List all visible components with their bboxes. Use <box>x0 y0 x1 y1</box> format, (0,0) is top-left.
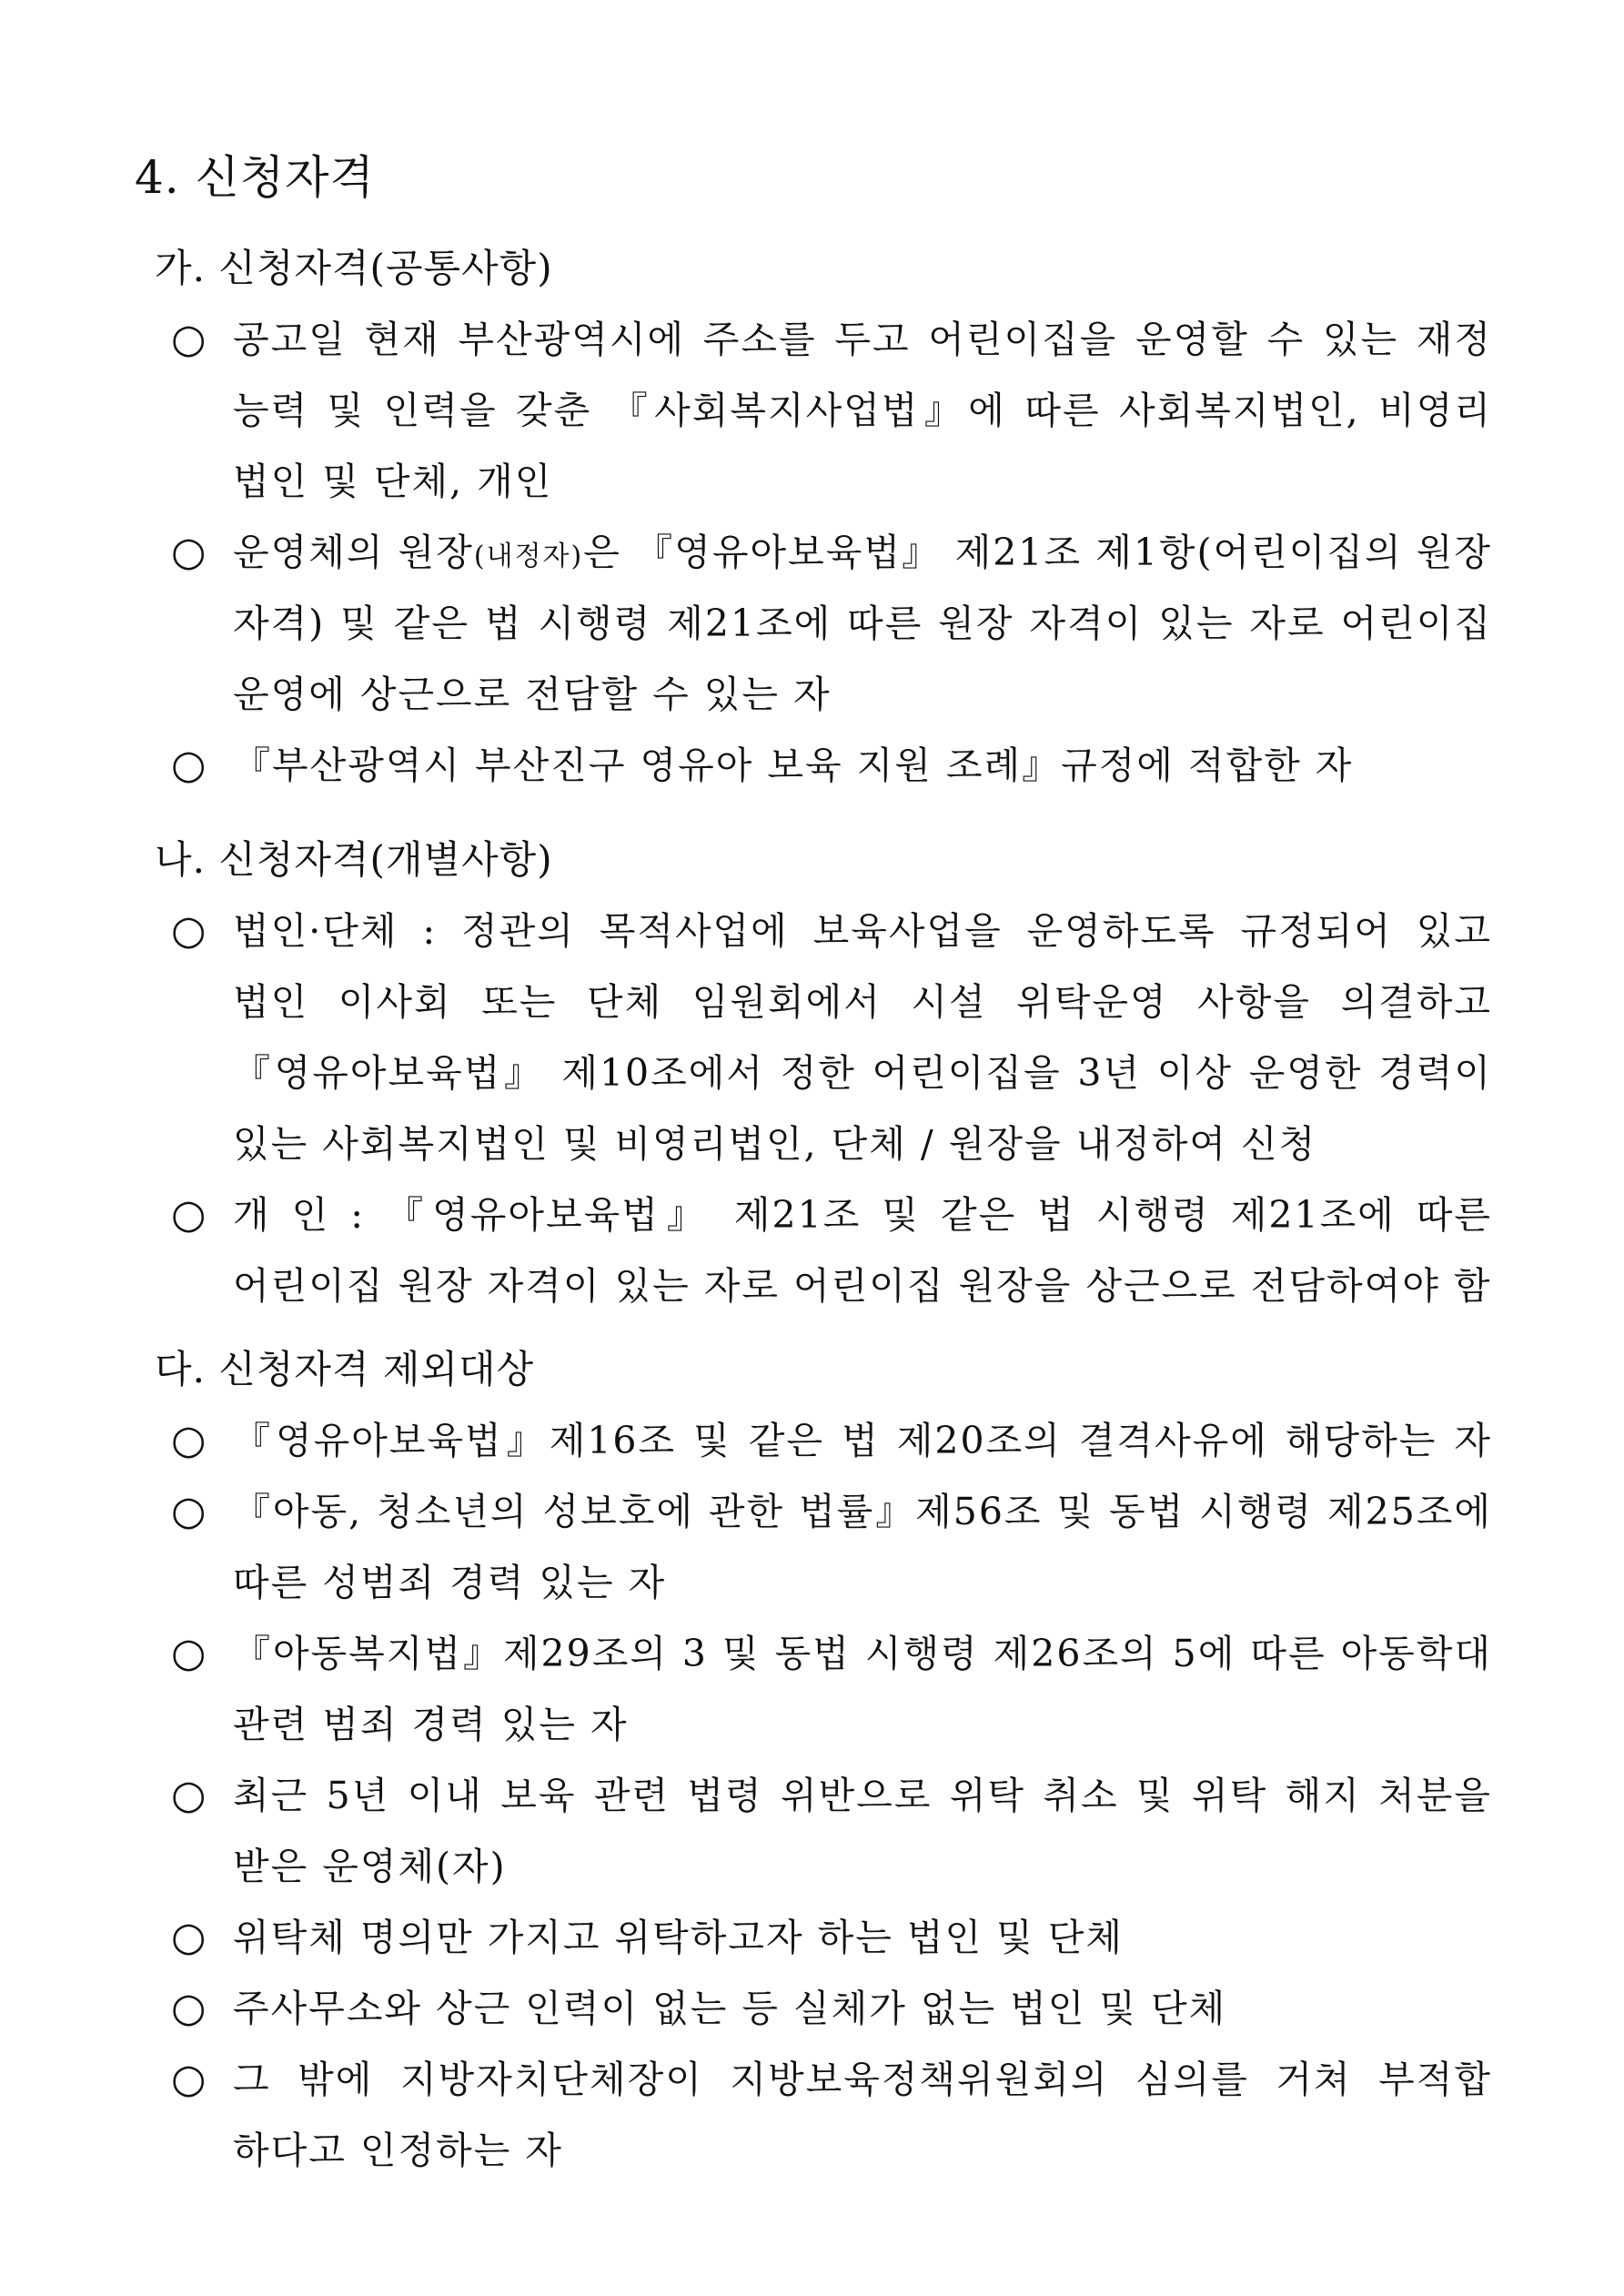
item-line: 그 밖에 지방자치단체장이 지방보육정책위원회의 심의를 거쳐 부적합 <box>233 2058 1492 2101</box>
list-item <box>155 2044 1492 2186</box>
circle-bullet-icon: ○ <box>171 1417 208 1463</box>
circle-bullet-icon: ○ <box>171 1985 208 2031</box>
list-item <box>155 517 1492 730</box>
circle-bullet-icon: ○ <box>171 2056 208 2102</box>
circle-bullet-icon: ○ <box>171 1191 208 1238</box>
item-line: 『아동, 청소년의 성보호에 관한 법률』제56조 및 동법 시행령 제25조에 <box>233 1490 1492 1533</box>
section-title: 가. 신청자격(공통사항) <box>155 246 553 290</box>
circle-bullet-icon: ○ <box>171 742 208 788</box>
circle-bullet-icon: ○ <box>171 1488 208 1534</box>
section-common-requirements <box>155 233 1492 801</box>
item-text: 은 『영유아보육법』 제21조 제1항(어린이집의 원장 <box>583 531 1492 574</box>
item-line: 개 인 : 『영유아보육법』 제21조 및 같은 법 시행령 제21조에 따른 <box>233 1193 1492 1237</box>
section-heading: 4. 신청자격 <box>135 151 375 204</box>
list-item <box>155 730 1492 801</box>
item-line: 주사무소와 상근 인력이 없는 등 실체가 없는 법인 및 단체 <box>233 1987 1227 2030</box>
list-item <box>155 895 1492 1179</box>
circle-bullet-icon: ○ <box>171 529 208 575</box>
circle-bullet-icon: ○ <box>171 1914 208 1960</box>
circle-bullet-icon: ○ <box>171 907 208 954</box>
item-line: 법인 이사회 또는 단체 임원회에서 시설 위탁운영 사항을 의결하고 <box>233 980 1492 1024</box>
item-line: 따른 성범죄 경력 있는 자 <box>233 1561 667 1604</box>
list-item <box>155 1760 1492 1902</box>
section-exclusions <box>155 1334 1492 2186</box>
list-item <box>155 304 1492 517</box>
item-line: 능력 및 인력을 갖춘 『사회복지사업법』에 따른 사회복지법인, 비영리 <box>233 389 1492 432</box>
section-title: 나. 신청자격(개별사항) <box>155 837 553 882</box>
item-line: 『아동복지법』제29조의 3 및 동법 시행령 제26조의 5에 따른 아동학대 <box>233 1632 1492 1675</box>
circle-bullet-icon: ○ <box>171 1630 208 1676</box>
item-line: 공고일 현재 부산광역시에 주소를 두고 어린이집을 운영할 수 있는 재정 <box>233 318 1492 361</box>
item-text-small: (내정자) <box>473 541 584 572</box>
item-line: 받은 운영체(자) <box>233 1845 507 1888</box>
item-line: 법인 및 단체, 개인 <box>233 460 553 503</box>
item-line: 운영에 상근으로 전담할 수 있는 자 <box>233 673 832 716</box>
item-line: 있는 사회복지법인 및 비영리법인, 단체 / 원장을 내정하여 신청 <box>233 1122 1317 1166</box>
item-line: 하다고 인정하는 자 <box>233 2129 563 2172</box>
circle-bullet-icon: ○ <box>171 1772 208 1818</box>
circle-bullet-icon: ○ <box>171 316 208 362</box>
list-item <box>155 1405 1492 1476</box>
list-item <box>155 1476 1492 1618</box>
item-line: 관련 범죄 경력 있는 자 <box>233 1703 629 1746</box>
list-item <box>155 1902 1492 1973</box>
list-item <box>155 1973 1492 2044</box>
item-line: 『영유아보육법』제16조 및 같은 법 제20조의 결격사유에 해당하는 자 <box>233 1419 1492 1462</box>
list-item <box>155 1618 1492 1760</box>
item-line <box>233 517 1492 588</box>
item-line: 어린이집 원장 자격이 있는 자로 어린이집 원장을 상근으로 전담하여야 함 <box>233 1264 1492 1308</box>
section-individual-requirements <box>155 824 1492 1321</box>
item-text: 운영체의 원장 <box>233 531 474 574</box>
item-line: 자격) 및 같은 법 시행령 제21조에 따른 원장 자격이 있는 자로 어린이집 <box>233 602 1492 645</box>
list-item <box>155 1179 1492 1321</box>
item-line: 최근 5년 이내 보육 관련 법령 위반으로 위탁 취소 및 위탁 해지 처분을 <box>233 1774 1492 1817</box>
item-line: 위탁체 명의만 가지고 위탁하고자 하는 법인 및 단체 <box>233 1916 1124 1959</box>
item-line: 『부산광역시 부산진구 영유아 보육 지원 조례』규정에 적합한 자 <box>233 743 1354 787</box>
item-line: 『영유아보육법』 제10조에서 정한 어린이집을 3년 이상 운영한 경력이 <box>233 1051 1492 1095</box>
item-line: 법인·단체 : 정관의 목적사업에 보육사업을 운영하도록 규정되어 있고 <box>233 909 1492 953</box>
section-title: 다. 신청자격 제외대상 <box>155 1347 535 1391</box>
